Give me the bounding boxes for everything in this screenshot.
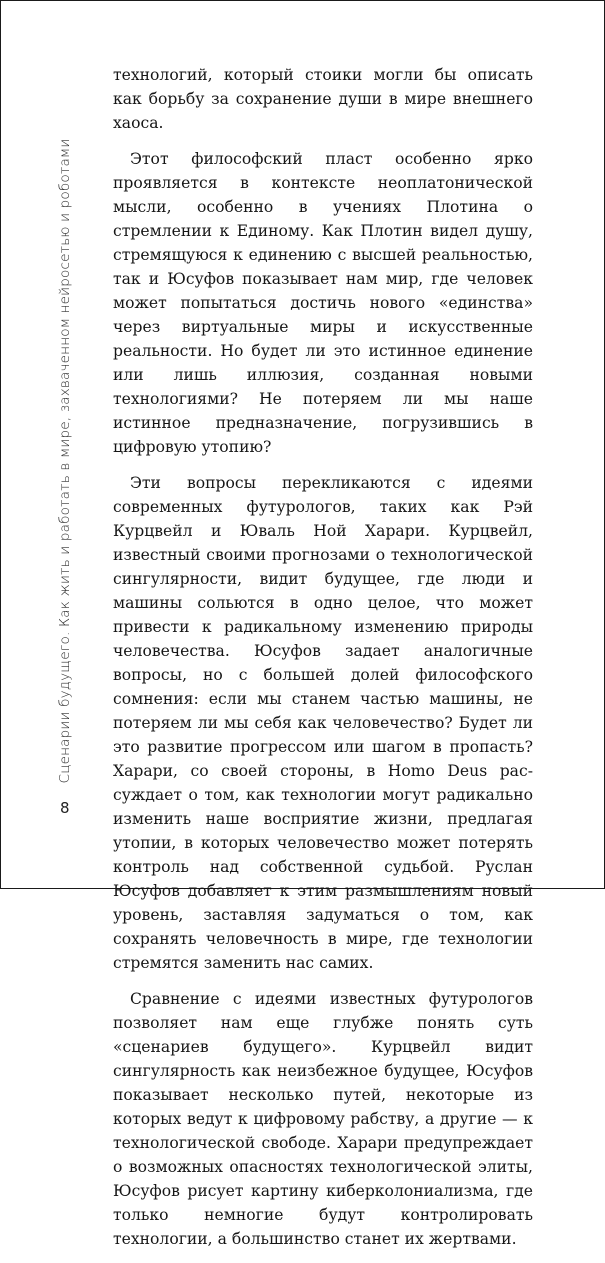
- page-number: 8: [60, 799, 70, 817]
- paragraph-comparison: Сравнение с идеями известных футурологов позволяет нам еще глубже понять суть «сценариев будущего». Курцвейл видит сингулярность как неизбежное будущее, Юсуфов показывает несколько путей, некоторые из которых ведут к цифровому рабству, а другие — к технологической свободе. Харари предупреждает о возможных опасностях технологической элиты, Юсуфов рисует картину киберколониализма, где только немногие будут контролировать технологии, а большинство станет их жертвами.: [113, 990, 533, 1248]
- paragraph-plotinus: Этот философский пласт особенно ярко проявляется в контексте неоплатонической мысли, особенно в учениях Плотина о стремлении к Единому. Как Плотин видел душу, стремящуюся к единению с высшей реальностью, так и Юсуфов показывает нам мир, где человек может попытаться достичь нового «единства» через виртуальные миры и искусственные реальности. Но будет ли это истинное единение или лишь иллюзия, созданная новыми технологиями? Не потеряем ли мы наше истинное предназначение, погрузившись в цифровую утопию?: [113, 150, 533, 456]
- running-head: Сценарии будущего. Как жить и работать в мире, захваченном нейросетью и роботами: [57, 138, 73, 784]
- body-text: [113, 63, 533, 1263]
- paragraph-futurologists: Эти вопросы перекликаются с идеями современных футурологов, таких как Рэй Курцвейл и Юваль Ной Харари. Курцвейл, известный своими прогнозами о технологической сингулярности, видит будущее, где люди и машины сольются в одно целое, что может привести к радикальному изменению природы человечества. Юсуфов задает аналогичные вопросы, но с большей долей философского сомнения: если мы станем частью машины, не потеряем ли мы себя как человечество? Будет ли это развитие прогрессом или шагом в пропасть? Харари, со своей стороны, в Homo Deus рассуждает о том, как технологии могут радикально изменить наше восприятие жизни, предлагая утопии, в которых человечество может потерять контроль над собственной судьбой. Руслан Юсуфов добавляет к этим размышлениям новый уровень, заставляя задуматься о том, как сохранять человечность в мире, где технологии стремятся заменить нас самих.: [113, 474, 533, 972]
- paragraph-continued: технологий, который стоики могли бы описать как борьбу за сохранение души в мире внешнего хаоса.: [113, 66, 533, 132]
